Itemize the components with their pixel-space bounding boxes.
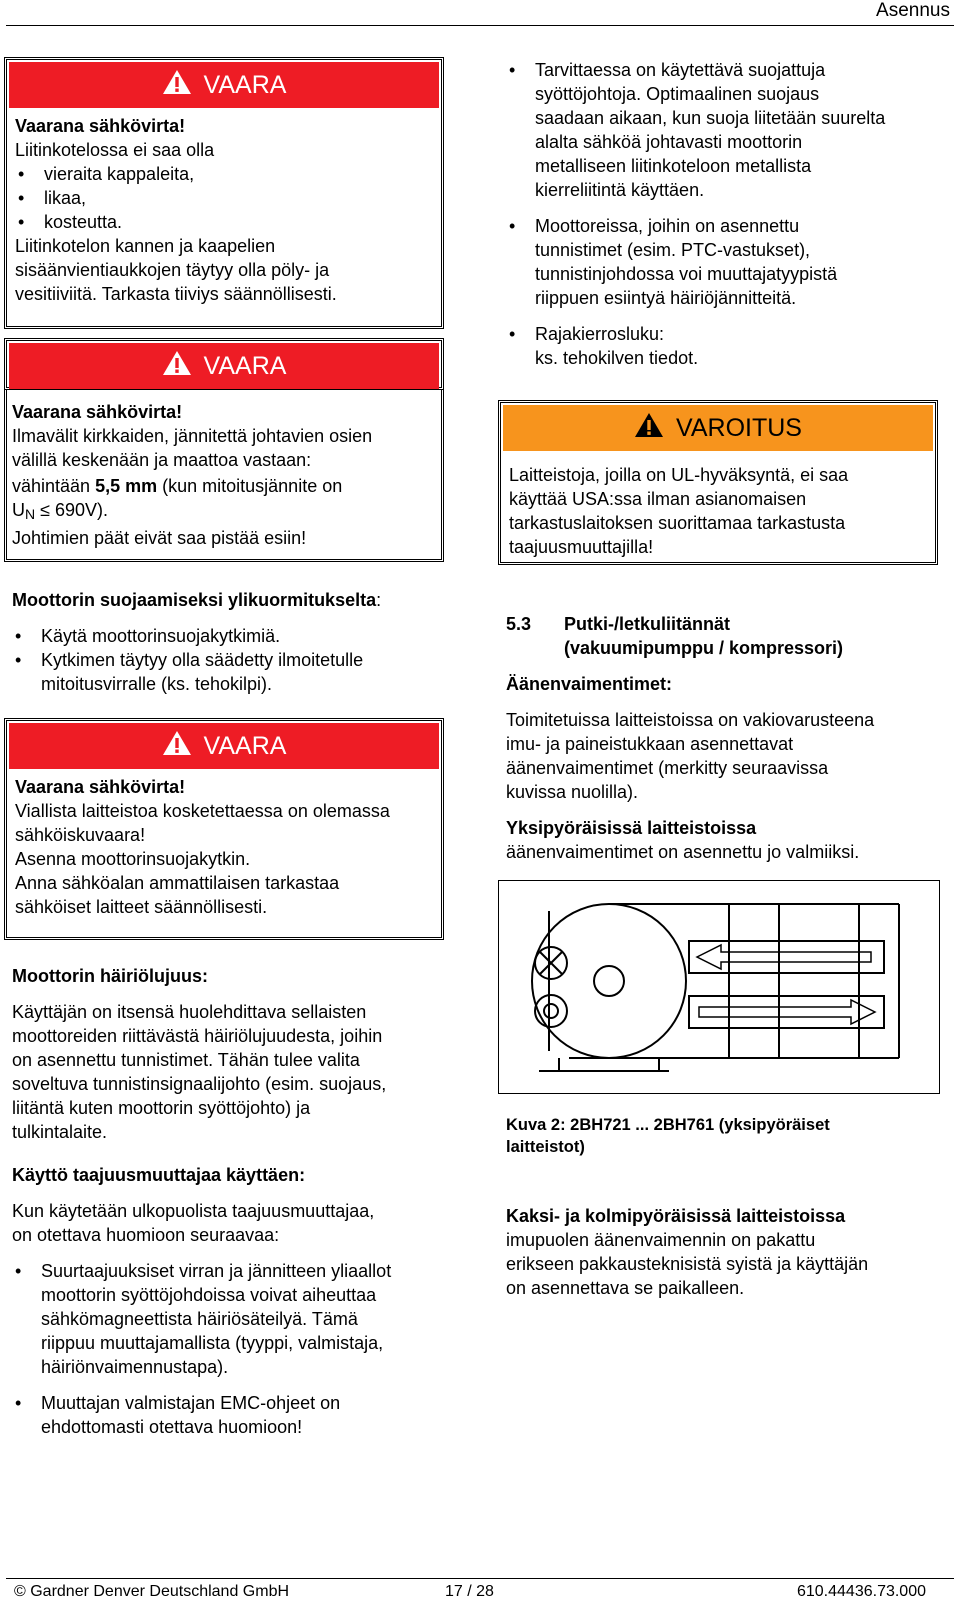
text-line: äänenvaimentimet (merkitty seuraavissa: [506, 758, 829, 778]
text-line: Johtimien päät eivät saa pistää esiin!: [12, 528, 307, 548]
danger-heading: Vaarana sähkövirta!: [15, 116, 186, 136]
blower-drawing: [499, 881, 939, 1093]
footer-page: 17 / 28: [445, 1583, 494, 1600]
blower-figure: [498, 880, 940, 1094]
list-item: • Käytä moottorinsuojakytkimiä.: [12, 624, 442, 648]
text-line: Anna sähköalan ammattilaisen tarkastaa: [15, 873, 340, 893]
section-title-line: Putki-/letkuliitännät: [564, 614, 731, 634]
text-line: on asennettava se paikalleen.: [506, 1278, 745, 1298]
danger-heading: Vaarana sähkövirta!: [15, 777, 186, 797]
list-item: • Suurtaajuuksiset virran ja jännitteen yliaallot moottorin syöttöjohdoissa voivat aiheuttaa sähkömagneettista häiriösäteilyä. Tämä riippuu muuttajamallista (tyyppi, valmistaja, häiriönvaimennustapa).: [12, 1259, 452, 1379]
list-item: • Muuttajan valmistajan EMC-ohjeet on ehdottomasti otettava huomioon!: [12, 1391, 452, 1439]
header-title: Asennus: [876, 0, 950, 21]
vfd-section: [12, 1163, 452, 1439]
text-line: on otettava huomioon seuraavaa:: [12, 1225, 280, 1245]
danger-banner: [9, 62, 439, 108]
warning-triangle-icon: [162, 730, 192, 763]
section-heading: Äänenvaimentimet:: [506, 674, 673, 694]
text-line: taajuusmuuttajilla!: [509, 537, 654, 557]
text-line: moottoreiden riittävästä häiriölujuudesta, joihin: [12, 1026, 383, 1046]
section-heading: Yksipyöräisissä laitteistoissa: [506, 818, 757, 838]
outlet-port: [535, 995, 567, 1027]
footer-rule: [6, 1578, 954, 1579]
text-line: Laitteistoja, joilla on UL-hyväksyntä, ei saa: [509, 465, 849, 485]
caption-line: Kuva 2: 2BH721 ... 2BH761 (yksipyöräiset: [506, 1116, 830, 1134]
list-item: • Moottoreissa, joihin on asennettu tunnistimet (esim. PTC-vastukset), tunnistinjohdossa voi muuttajatyypistä riippuen esiintyä häiriöjännitteitä.: [506, 214, 946, 310]
text-line: liitäntä kuten moottorin syöttöjohto) ja: [12, 1098, 311, 1118]
impeller-housing: [532, 904, 686, 1058]
arrow-left-icon: [697, 945, 871, 969]
section-heading: Moottorin suojaamiseksi ylikuormitukselta: [12, 590, 377, 610]
danger-box-terminal: [4, 57, 444, 329]
section-heading: Moottorin häiriölujuus:: [12, 966, 208, 986]
text-line: erikseen pakkausteknisistä syistä ja käyttäjän: [506, 1254, 869, 1274]
warning-banner: [503, 405, 933, 451]
overload-section: Moottorin suojaamiseksi ylikuormitukselta: • Käytä moottorinsuojakytkimiä. • Kytkimen täytyy olla säädetty ilmoitetulle mitoitusvirralle (ks. tehokilpi).: [12, 588, 442, 696]
warning-box-ul: [498, 400, 938, 565]
list-item: • kosteutta.: [15, 210, 433, 234]
section-title: [506, 612, 946, 660]
text-line: Käyttäjän on itsensä huolehdittava sellaisten: [12, 1002, 367, 1022]
text-line: käyttää USA:ssa ilman asianomaisen: [509, 489, 807, 509]
text-line: välillä keskenään ja maattoa vastaan:: [12, 450, 312, 470]
text-line: kuvissa nuolilla).: [506, 782, 639, 802]
danger-label: VAARA: [203, 351, 287, 380]
footer-doc-number: 610.44436.73.000: [796, 1583, 926, 1600]
shaft-hub: [594, 966, 624, 996]
arrow-right-icon: [699, 1000, 875, 1024]
footer-company: © Gardner Denver Deutschland GmbH: [14, 1583, 290, 1600]
danger-label: VAARA: [203, 70, 287, 99]
list-item: • likaa,: [15, 186, 433, 210]
text-line: vesitiiviitä. Tarkasta tiiviys säännöllisesti.: [15, 284, 337, 304]
danger-banner: [9, 723, 439, 769]
text-line: soveltuva tunnistinsignaalijohto (esim. suojaus,: [12, 1074, 387, 1094]
emc-section: [12, 964, 442, 1144]
text-line: Toimitetuissa laitteistoissa on vakiovarusteena: [506, 710, 875, 730]
text-line: Viallista laitteistoa kosketettaessa on olemassa: [15, 801, 390, 821]
danger-box-clearance: [4, 338, 444, 562]
list-item: • Kytkimen täytyy olla säädetty ilmoitetulle mitoitusvirralle (ks. tehokilpi).: [12, 648, 442, 696]
text-line: tarkastuslaitoksen suorittamaa tarkastusta: [509, 513, 846, 533]
text-line: sisäänvientiaukkojen täytyy olla pöly- ja: [15, 260, 330, 280]
warning-triangle-icon: [162, 350, 192, 383]
text-line: imupuolen äänenvaimennin on pakattu: [506, 1230, 816, 1250]
text-line: sähköiset laitteet säännöllisesti.: [15, 897, 268, 917]
contaminant-list: [15, 162, 433, 234]
vfd-list: [12, 1259, 452, 1439]
section-number: 5.3: [506, 614, 532, 634]
min-clearance-value: 5,5 mm: [95, 476, 158, 496]
caption-line: laitteistot): [506, 1138, 585, 1156]
list-item: • Tarvittaessa on käytettävä suojattuja syöttöjohtoja. Optimaalinen suojaus saadaan aikaan, kun suoja liitetään suurelta alalta sähköä johtavasti moottorin metalliseen liitinkoteloon metallista kierreliitintä käyttäen.: [506, 58, 946, 202]
text-line: tulkintalaite.: [12, 1122, 108, 1142]
list-item: • vieraita kappaleita,: [15, 162, 433, 186]
text-line: Ilmavälit kirkkaiden, jännitettä johtavien osien: [12, 426, 373, 446]
danger-heading: Vaarana sähkövirta!: [12, 402, 183, 422]
section-heading: Käyttö taajuusmuuttajaa käyttäen:: [12, 1165, 306, 1185]
header-rule: [6, 25, 954, 26]
warning-label: VAROITUS: [676, 413, 802, 442]
text-line: Asenna moottorinsuojakytkin.: [15, 849, 251, 869]
silencer-section: [506, 672, 946, 864]
text-line: imu- ja paineistukkaan asennettavat: [506, 734, 794, 754]
right-bullet-list: [506, 58, 946, 370]
min-clearance-line: vähintään 5,5 mm (kun mitoitusjännite on: [12, 476, 343, 496]
multi-section: [506, 1204, 946, 1300]
figure-caption: [506, 1114, 946, 1158]
overload-list: [12, 624, 442, 696]
list-item: • Rajakierrosluku: ks. tehokilven tiedot.: [506, 322, 946, 370]
text-line: Kun käytetään ulkopuolista taajuusmuuttajaa,: [12, 1201, 375, 1221]
section-heading: Kaksi- ja kolmipyöräisissä laitteistoissa: [506, 1206, 846, 1226]
section-title-line: (vakuumipumppu / kompressori): [564, 638, 844, 658]
warning-triangle-icon: [162, 69, 192, 102]
text-line: äänenvaimentimet on asennettu jo valmiiksi.: [506, 842, 860, 862]
text-line: Liitinkotelon kannen ja kaapelien: [15, 236, 276, 256]
discharge-silencer: [689, 996, 884, 1028]
warning-triangle-icon: [634, 412, 664, 445]
voltage-line: $U_N \le 690V$).: [12, 500, 109, 522]
text-line: sähköiskuvaara!: [15, 825, 146, 845]
danger-box-protection: [4, 718, 444, 940]
text-line: on asennettu tunnistimet. Tähän tulee valita: [12, 1050, 360, 1070]
danger-label: VAARA: [203, 731, 287, 760]
danger-intro: Liitinkotelossa ei saa olla: [15, 140, 215, 160]
danger-banner: [9, 343, 439, 389]
